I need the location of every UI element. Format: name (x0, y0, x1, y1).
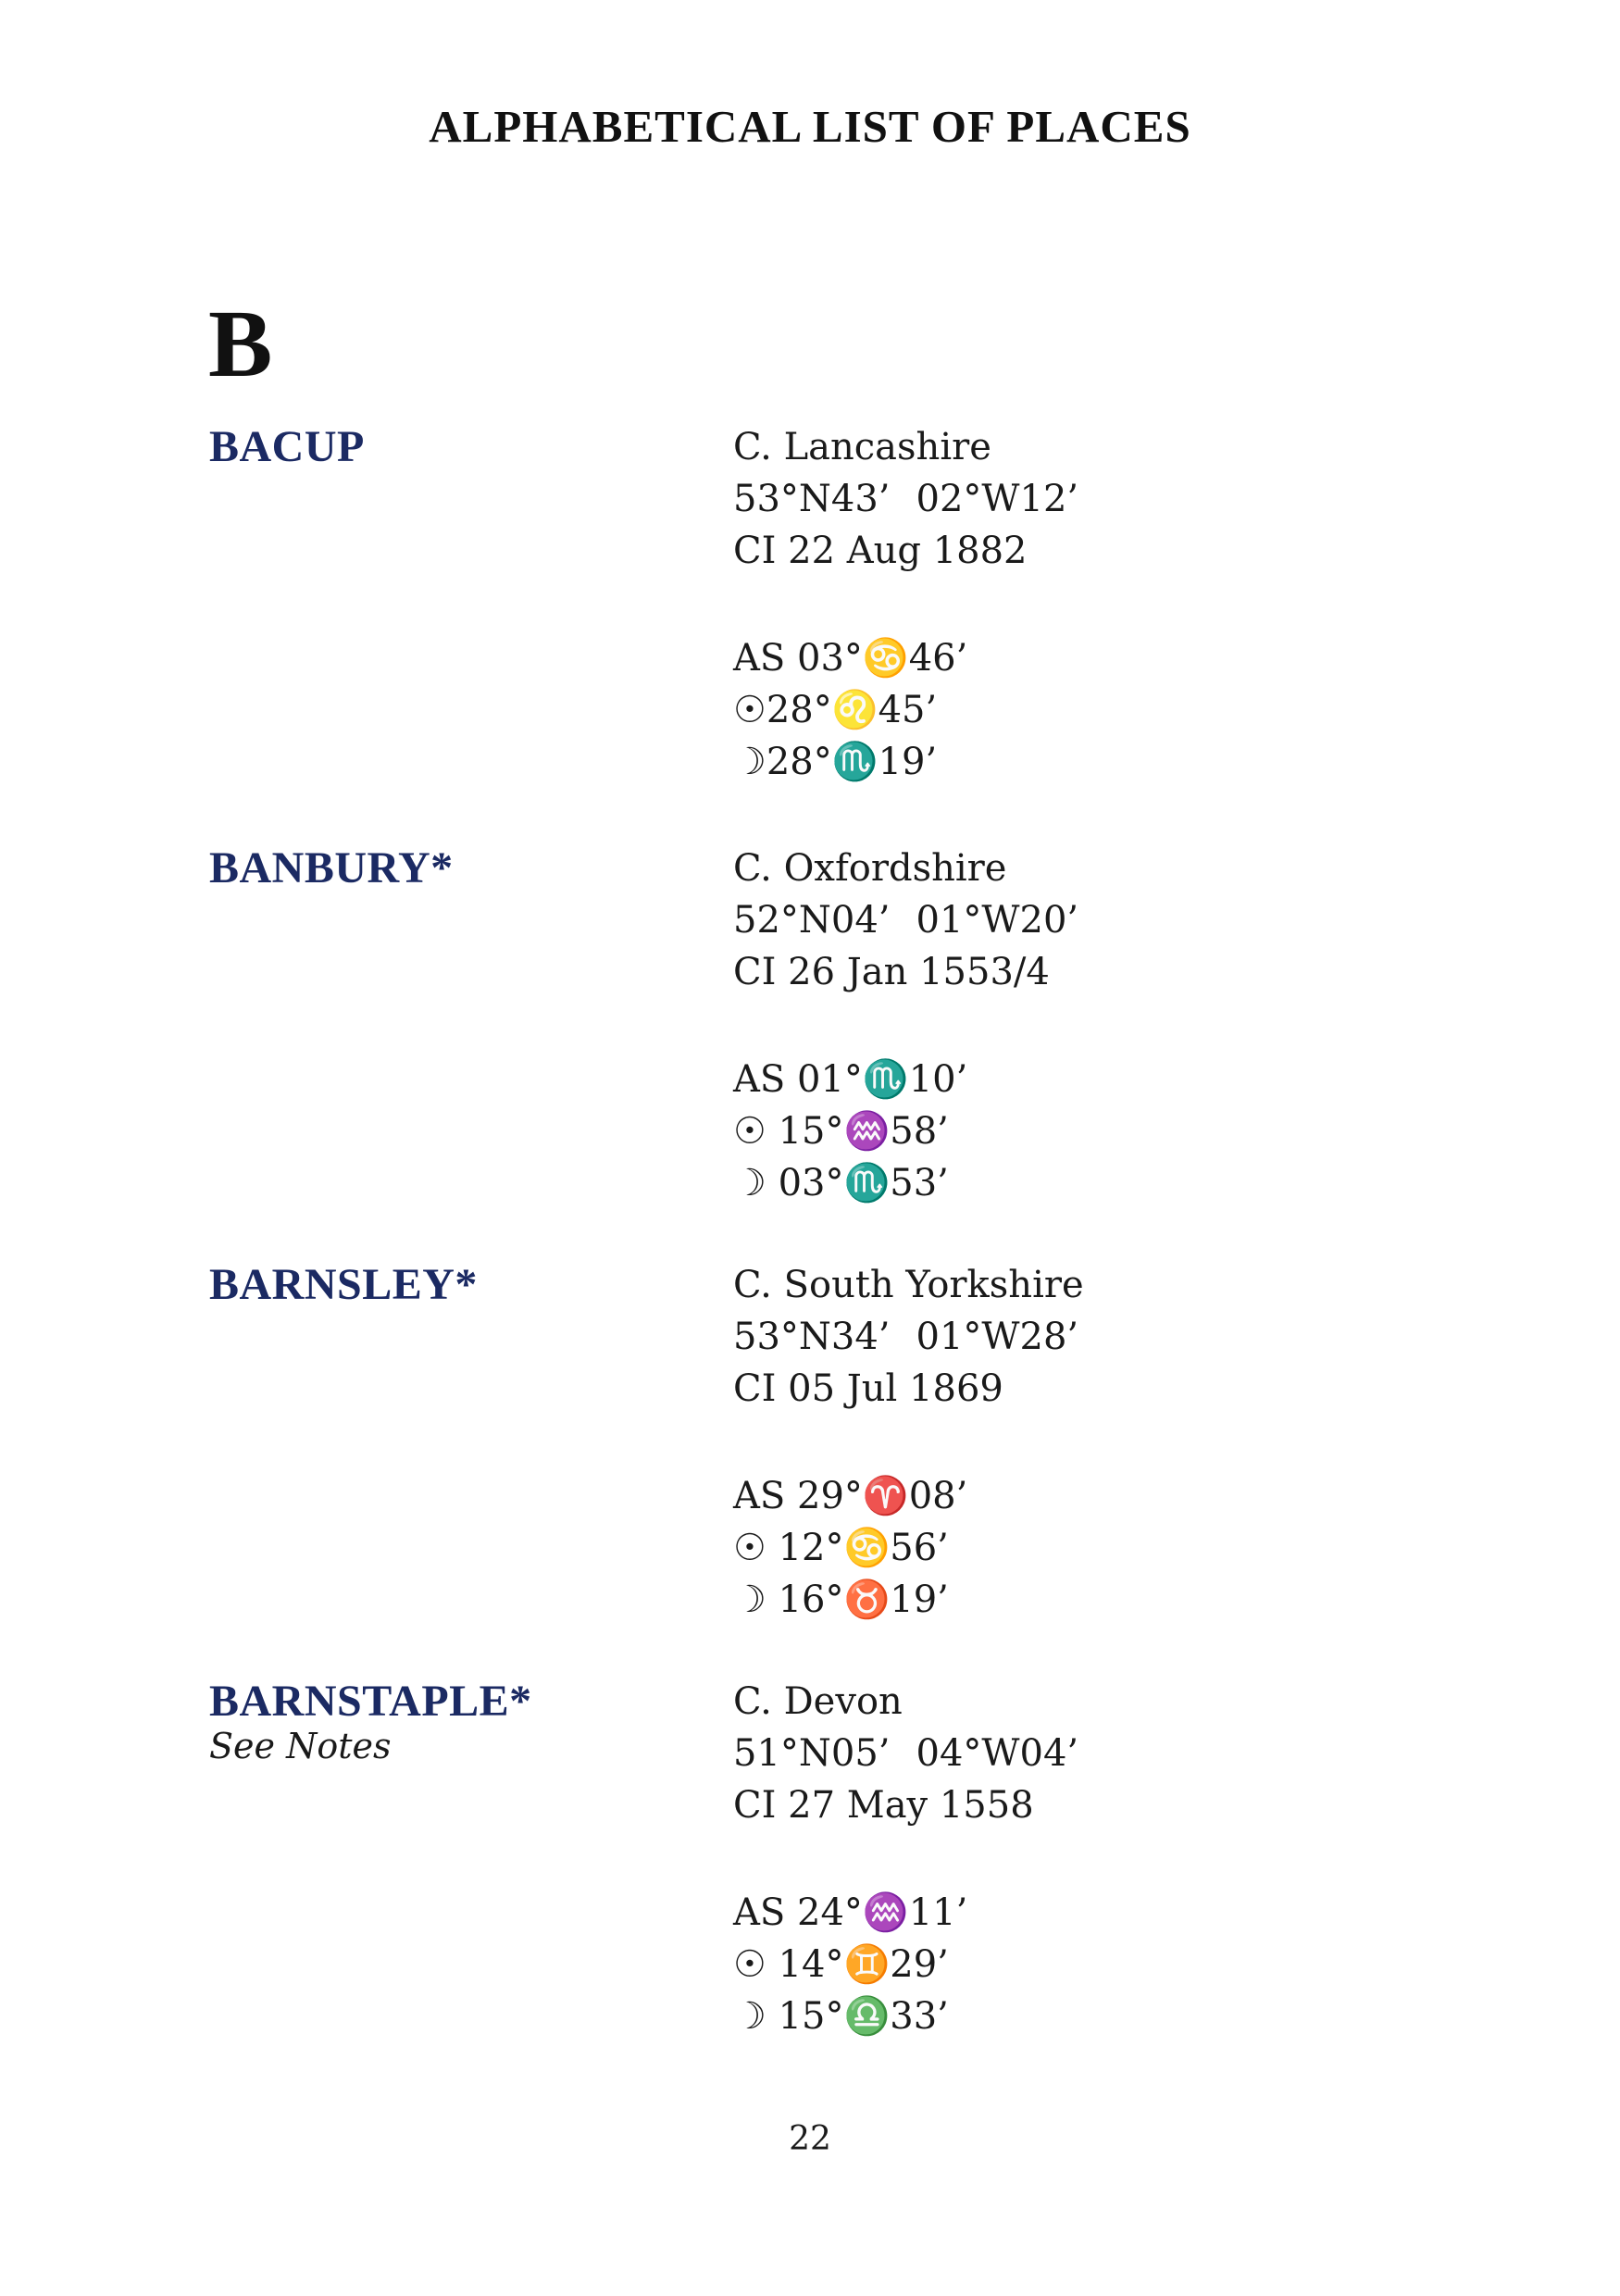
charter-line: CI 27 May 1558 (733, 1784, 1034, 1827)
place-info (733, 421, 1078, 788)
county-line: C. South Yorkshire (733, 1264, 1084, 1306)
sun-line: ☉ 15°♒58’ (733, 1110, 949, 1153)
coordinates-line (733, 1728, 1078, 1779)
coordinates-line (733, 1311, 1084, 1363)
place-info (733, 1676, 1078, 2042)
page-number: 22 (789, 2120, 831, 2158)
moon-line: ☽ 03°♏53’ (733, 1162, 949, 1204)
charter-line: CI 26 Jan 1553/4 (733, 951, 1050, 993)
latitude: 53°N34’ (733, 1316, 891, 1358)
place-info (733, 842, 1078, 1209)
latitude: 52°N04’ (733, 899, 891, 942)
sun-line: ☉28°♌45’ (733, 689, 938, 731)
page-header-title: ALPHABETICAL LIST OF PLACES (429, 101, 1191, 152)
place-name: BANBURY* (209, 843, 454, 892)
longitude: 01°W28’ (916, 1316, 1079, 1358)
coordinates-line (733, 473, 1078, 525)
latitude: 51°N05’ (733, 1732, 891, 1775)
place-note: See Notes (209, 1726, 392, 1766)
moon-line: ☽ 16°♉19’ (733, 1578, 949, 1621)
sun-line: ☉ 12°♋56’ (733, 1527, 949, 1569)
moon-line: ☽28°♏19’ (733, 741, 938, 783)
section-letter: B (208, 291, 273, 397)
moon-line: ☽ 15°♎33’ (733, 1995, 949, 2038)
county-line: C. Oxfordshire (733, 847, 1007, 890)
latitude: 53°N43’ (733, 478, 891, 520)
place-info (733, 1259, 1084, 1626)
charter-line: CI 22 Aug 1882 (733, 530, 1028, 572)
longitude: 01°W20’ (916, 899, 1079, 942)
charter-line: CI 05 Jul 1869 (733, 1367, 1003, 1410)
ascendant-line: AS 24°♒11’ (733, 1891, 968, 1934)
sun-line: ☉ 14°♊29’ (733, 1943, 949, 1986)
place-name: BACUP (209, 422, 365, 471)
place-name: BARNSTAPLE* (209, 1677, 532, 1726)
ascendant-line: AS 29°♈08’ (733, 1475, 968, 1517)
county-line: C. Lancashire (733, 426, 991, 468)
place-name: BARNSLEY* (209, 1260, 478, 1309)
ascendant-line: AS 03°♋46’ (733, 637, 968, 680)
ascendant-line: AS 01°♏10’ (733, 1058, 968, 1101)
coordinates-line (733, 894, 1078, 946)
longitude: 02°W12’ (916, 478, 1079, 520)
county-line: C. Devon (733, 1680, 903, 1723)
longitude: 04°W04’ (916, 1732, 1079, 1775)
